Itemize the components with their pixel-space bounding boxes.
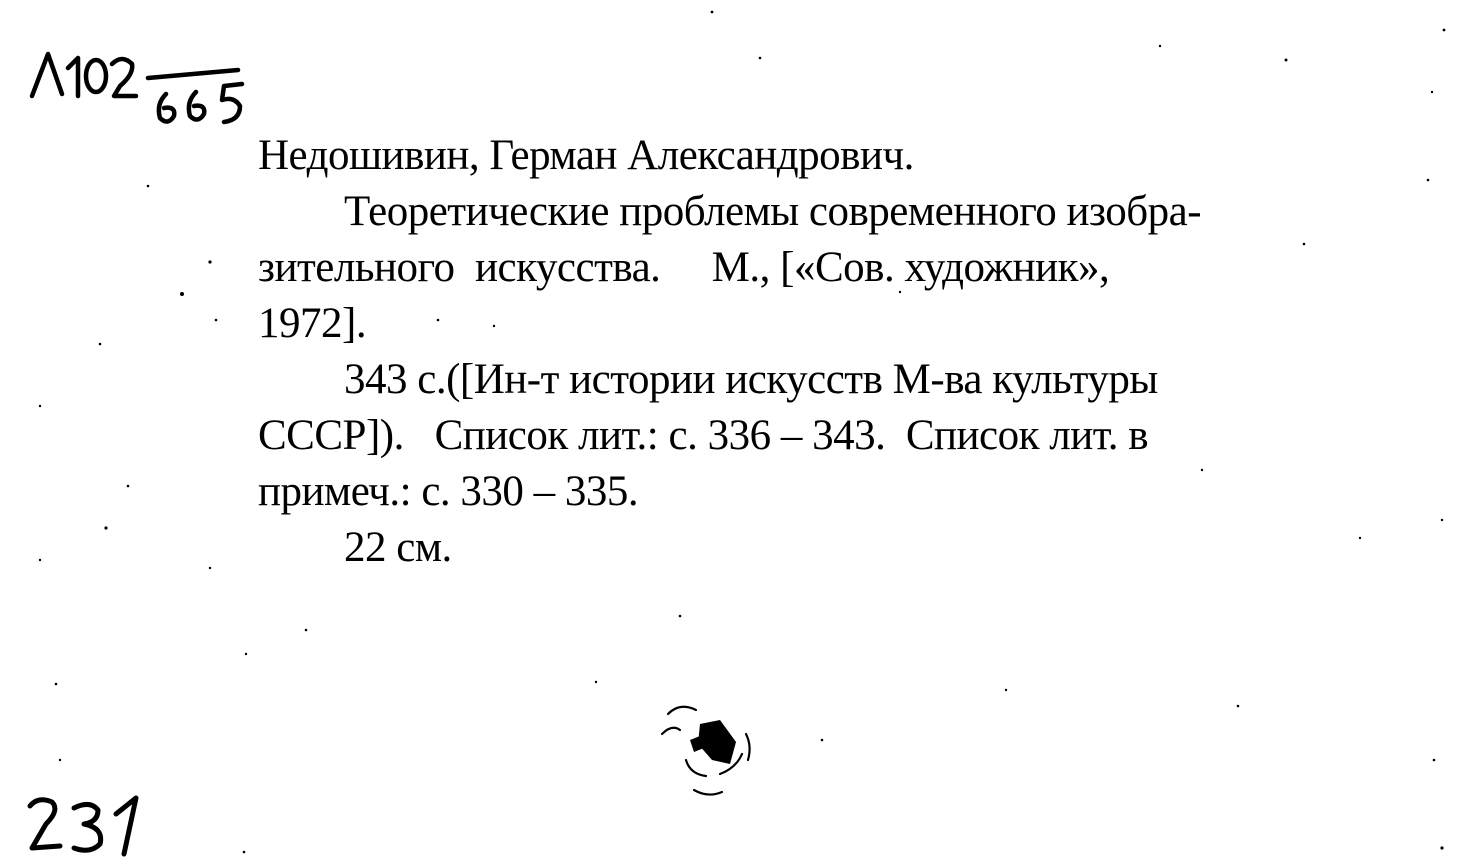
number-handwriting bbox=[20, 788, 160, 860]
handwritten-shelfmark bbox=[28, 42, 268, 132]
title-line: зительного искусства. М., [«Сов. художник», bbox=[258, 244, 1110, 291]
title-line: 1972]. bbox=[258, 300, 367, 347]
author-line: Недошивин, Герман Александрович. bbox=[258, 132, 914, 179]
handwritten-number bbox=[20, 788, 160, 860]
catalog-entry bbox=[258, 128, 1388, 576]
description-line: СССР]). Список лит.: с. 336 – 343. Список лит. в bbox=[258, 412, 1149, 459]
description-line: 343 с.([Ин-т истории искусств М-ва культуры bbox=[344, 356, 1158, 403]
ink-stamp-mark bbox=[650, 694, 760, 804]
size-line: 22 см. bbox=[344, 524, 452, 571]
shelfmark-handwriting bbox=[28, 42, 268, 132]
title-line: Теоретические проблемы современного изобра- bbox=[344, 188, 1202, 235]
description-line: примеч.: с. 330 – 335. bbox=[258, 468, 639, 515]
